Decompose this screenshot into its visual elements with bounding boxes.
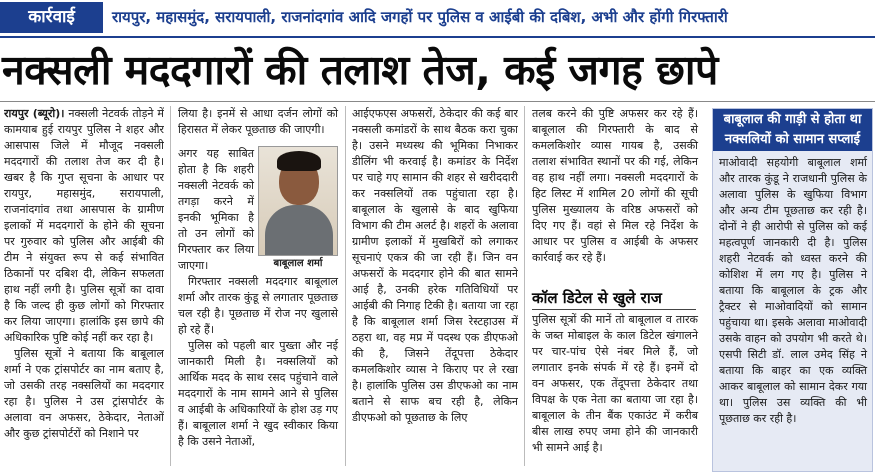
photo-hair-shape	[277, 151, 321, 171]
photo-caption: बाबूलाल शर्मा	[273, 258, 323, 269]
dateline: रायपुर (ब्यूरो)।	[4, 107, 65, 120]
section-subheading: कॉल डिटेल से खुले राज	[532, 289, 662, 307]
headline-rule	[0, 101, 875, 102]
subheading-rule	[532, 309, 696, 310]
top-rule	[0, 36, 875, 38]
lead-text: नक्सली नेटवर्क तोड़ने में कामयाब हुई रायपुर पुलिस ने शहर और आसपास जिले में मौजूद नक्सली मददगारों की तलाश तेज कर दी है। खबर है कि गुप्त सूचना के आधार पर रायपुर, महासमुंद, सरायपाली, राजनांदगांव तथा आसपास के ग्रामीण इलाकों में मददगारों के होने की सूचना पर गुरुवार को पुलिस और आईबी की टीम ने संयुक्त रूप से कई संभावित ठिकानों पर दबिश दी, लेकिन सफलता हाथ नहीं लगी है। पुलिस सूत्रों का दावा है कि जल्द ही कुछ लोगों को गिरफ्तार कर लिया जाएगा। हालांकि इस छापे की अधिकारिक पुष्टि कोई नहीं कर रहा है।	[4, 107, 164, 344]
sidebar-headline: बाबूलाल की गाड़ी से होता था नक्सलियों को सामान सप्लाई	[713, 109, 872, 151]
article-column-3	[352, 106, 518, 475]
paragraph: पुलिस को पहली बार पुख्ता और नई जानकारी मिली है। नक्सलियों को आर्थिक मदद के साथ रसद पहुंचाने वाले मददगारों के नाम सामने आने से पुलिस व आईबी के अधिकारियों के होश उड़ गए हैं। बाबूलाल शर्मा ने खुद स्वीकार किया है कि उसने नेताओं,	[178, 339, 338, 448]
portrait-photo	[258, 146, 338, 256]
article-column-2-beside-photo: अगर यह साबित होता है कि शहरी नक्सली नेटवर्क को तगड़ा करने में इनकी भूमिका है तो उन लोगों को गिरफ्तार कर लिया जाएगा।	[178, 147, 254, 272]
paragraph: गिरफ्तार नक्सली मददगार बाबूलाल शर्मा और तारक कुंडू से लगातार पूछताछ चल रही है। पूछताछ में रोज नए खुलासे हो रहे हैं।	[178, 275, 338, 336]
article-column-4-top: तलब करने की पुष्टि अफसर कर रहे हैं। बाबूलाल की गिरफ्तारी के बाद से कमलकिशोर व्यास गायब है, उसकी तलाश संभावित स्थानों पर की गई, लेकिन वह हाथ नहीं लगा। नक्सली मददगारों के हिट लिस्ट में शामिल 20 लोगों की सूची पुलिस मुख्यालय के वरिष्ठ अफसरों को दिए गए हैं। वहां से मिल रहे निर्देश के आधार पर पुलिस व आईबी के अफसर कार्रवाई कर रहे हैं।	[532, 107, 698, 264]
photo-body-shape	[265, 205, 333, 256]
sidebar-box	[712, 108, 873, 472]
article-column-2-bottom	[178, 274, 338, 450]
article-column-1	[4, 106, 164, 475]
paragraph: पुलिस सूत्रों ने बताया कि बाबूलाल शर्मा ने एक ट्रांसपोर्टर का नाम बताए है, जो उसकी तरह नक्सलियों का मददगार रहा है। पुलिस ने उस ट्रांसपोर्टर के अलावा वन अफसर, ठेकेदार, नेताओं और कुछ ट्रांसपोर्टरों को निशाने पर	[4, 347, 164, 440]
sidebar-body: माओवादी सहयोगी बाबूलाल शर्मा और तारक कुंडू ने राजधानी पुलिस के अलावा पुलिस के खुफिया विभाग और अन्य टीम पूछताछ कर रही है। दोनों ने ही आरोपी से पुलिस को कई महत्वपूर्ण जानकारी दी है। पुलिस शहरी नेटवर्क को ध्वस्त करने की कोशिश में लग गए है। पुलिस ने बताया कि बाबूलाल के ट्रक और ट्रैक्टर से माओवादियों को सामान पहुंचाया था। इसके अलावा माओवादी उसके वाहन को उपयोग भी करते थे। एसपी सिटी डॉ. लाल उमेद सिंह ने बताया कि बाहर का एक व्यक्ति आकर बाबूलाल को सामान देकर गया था। पुलिस उस व्यक्ति की भी पूछताछ कर रही है।	[719, 156, 867, 425]
article-column-2-top: लिया है। इनमें से आधा दर्जन लोगों को हिरासत में लेकर पूछताछ की जाएगी।	[178, 107, 338, 136]
paragraph: आईएफएस अफसरों, ठेकेदार की कई बार नक्सली कमांडरों के साथ बैठक करा चुका है। उसने मध्यस्थ की भूमिका निभाकर डीलिंग भी करवाई है। कमांडर के निर्देश पर चाहे गए सामान की शहर से खरीददारी कर नक्सलियों तक पहुंचाता रहा है। बाबूलाल के खुलासे के बाद खुफिया विभाग की टीम अलर्ट है। शहरों के अलावा ग्रामीण इलाकों में मुखबिरों को लगाकर सूचनाएं एकत्र की जा रही हैं। जिन वन अफसरों के मददगार होने की बात सामने आई है, उनकी हरेक गतिविधियों पर आईबी की निगाह टिकी है। बताया जा रहा है कि बाबूलाल शर्मा जिस रेस्टहाउस में ठहरा था, वह मप्र में पदस्थ एक डीएफओ की है, जिसने तेंदूपत्ता ठेकेदार कमलकिशोर व्यास ने किराए पर ले रखा है। हालांकि पुलिस उस डीएफओ का नाम बताने से साफ बच रही है, लेकिन डीएफओ को पूछताछ के लिए	[352, 107, 518, 424]
category-tag: कार्रवाई	[0, 2, 103, 33]
kicker-subhead: रायपुर, महासमुंद, सरायपाली, राजनांदगांव आदि जगहों पर पुलिस व आईबी की दबिश, अभी और होंगी गिरफ्तारी	[112, 8, 728, 26]
column-divider	[170, 106, 171, 466]
main-headline: नक्सली मददगारों की तलाश तेज, कई जगह छापे	[2, 46, 718, 94]
article-column-4-bottom: पुलिस सूत्रों की मानें तो बाबूलाल व तारक के जब्त मोबाइल के काल डिटेल खंगालने पर चार-पांच ऐसे नंबर मिले हैं, जो लगातार इनके संपर्क में रहे हैं। इनमें दो वन अफसर, एक तेंदूपत्ता ठेकेदार तथा विपक्ष के एक नेता का बताया जा रहा है। बाबूलाल के तीन बैंक एकाउंट में करीब बीस लाख रुपए जमा होने की जानकारी भी सामने आई है।	[532, 313, 698, 454]
column-divider	[345, 106, 346, 466]
category-strip	[0, 0, 875, 35]
column-divider	[524, 106, 525, 466]
lead-paragraph	[4, 106, 164, 346]
